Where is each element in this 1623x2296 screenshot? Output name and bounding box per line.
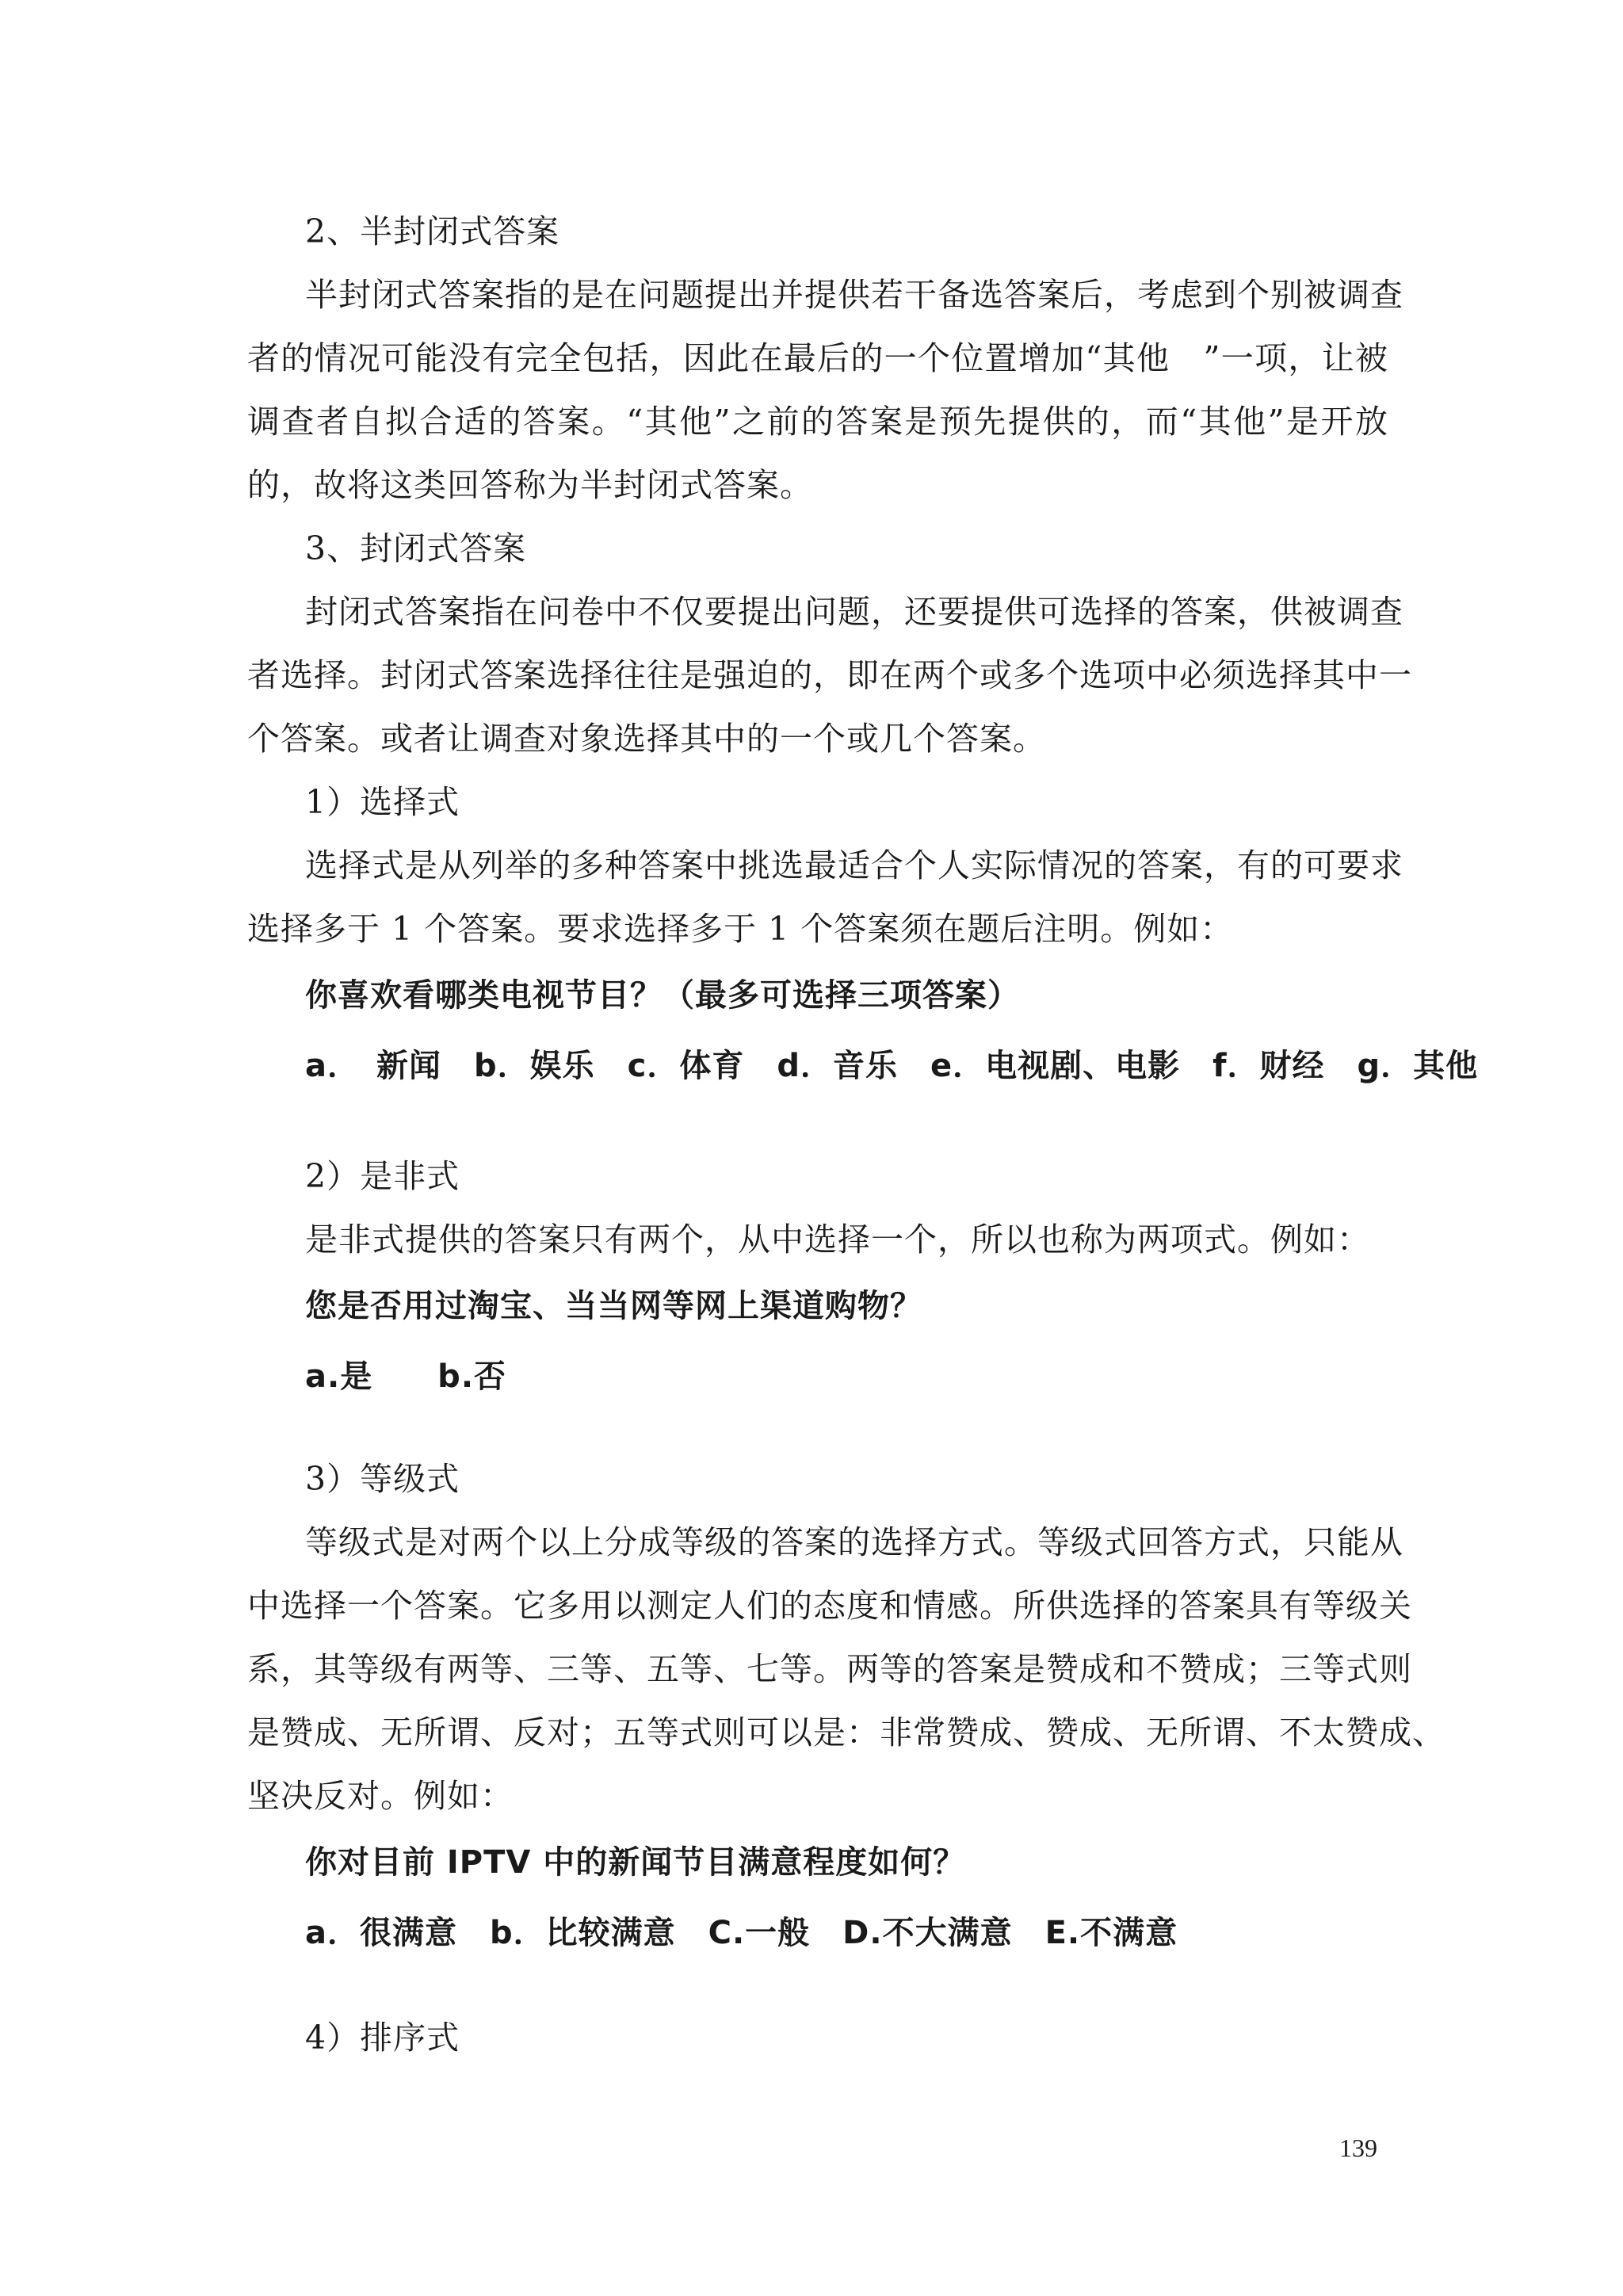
paragraph-line: 半封闭式答案指的是在问题提出并提供若干备选答案后，考虑到个别被调查 <box>305 276 1403 314</box>
paragraph-line: 是赞成、无所谓、反对；五等式则可以是：非常赞成、赞成、无所谓、不太赞成、 <box>247 1713 1445 1752</box>
paragraph-line: 选择式是从列举的多种答案中挑选最适合个人实际情况的答案，有的可要求 <box>305 846 1403 884</box>
example-question-tv: 你喜欢看哪类电视节目？（最多可选择三项答案） <box>305 977 1020 1014</box>
paragraph-line: 封闭式答案指在问卷中不仅要提出问题，还要提供可选择的答案，供被调查 <box>305 593 1403 631</box>
paragraph-line: 系，其等级有两等、三等、五等、七等。两等的答案是赞成和不赞成；三等式则 <box>247 1650 1412 1688</box>
heading-closed-answers: 3、封闭式答案 <box>305 529 527 567</box>
heading-semi-closed-answers: 2、半封闭式答案 <box>305 212 560 250</box>
example-options-iptv: a．很满意 b．比较满意 C.一般 D.不大满意 E.不满意 <box>305 1915 1178 1951</box>
example-question-iptv: 你对目前 IPTV 中的新闻节目满意程度如何？ <box>305 1844 966 1881</box>
paragraph-line: 个答案。或者让调查对象选择其中的一个或几个答案。 <box>247 720 1046 758</box>
example-question-shopping: 您是否用过淘宝、当当网等网上渠道购物？ <box>305 1288 922 1324</box>
page-number: 139 <box>1339 2134 1377 2162</box>
paragraph-line: 的，故将这类回答称为半封闭式答案。 <box>247 466 813 504</box>
paragraph-line: 中选择一个答案。它多用以测定人们的态度和情感。所供选择的答案具有等级关 <box>247 1587 1412 1625</box>
paragraph-line: 调查者自拟合适的答案。“其他”之前的答案是预先提供的，而“其他”是开放 <box>247 403 1388 441</box>
example-options-shopping: a.是 b.否 <box>305 1358 507 1395</box>
paragraph-line: 者选择。封闭式答案选择往往是强迫的，即在两个或多个选项中必须选择其中一 <box>247 656 1412 694</box>
paragraph-line: 选择多于 1 个答案。要求选择多于 1 个答案须在题后注明。例如： <box>247 910 1234 948</box>
example-options-tv: a． 新闻 b．娱乐 c．体育 d．音乐 e．电视剧、电影 f．财经 g．其他 <box>305 1048 1479 1084</box>
paragraph-line: 等级式是对两个以上分成等级的答案的选择方式。等级式回答方式，只能从 <box>305 1523 1403 1561</box>
heading-ranking-type: 4）排序式 <box>305 2019 460 2057</box>
heading-choice-type: 1）选择式 <box>305 783 460 821</box>
paragraph-line: 是非式提供的答案只有两个，从中选择一个，所以也称为两项式。例如： <box>305 1221 1370 1259</box>
paragraph-line: 者的情况可能没有完全包括，因此在最后的一个位置增加“其他 ”一项，让被 <box>247 339 1388 377</box>
heading-rating-type: 3）等级式 <box>305 1460 460 1498</box>
paragraph-line: 坚决反对。例如： <box>247 1777 514 1815</box>
heading-yes-no-type: 2）是非式 <box>305 1157 460 1195</box>
